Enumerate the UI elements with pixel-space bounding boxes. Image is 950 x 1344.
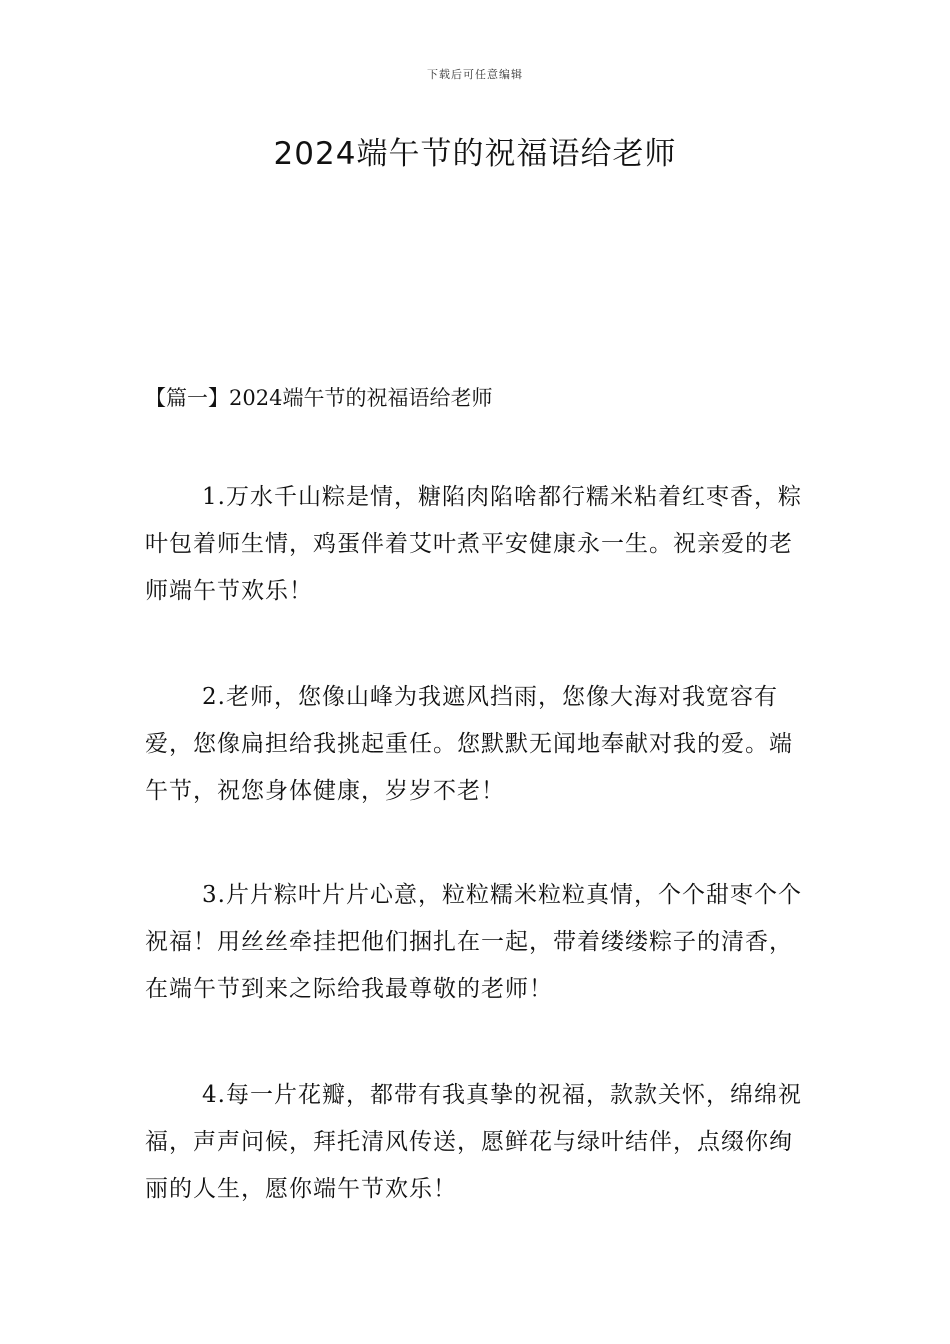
section-heading: 【篇一】2024端午节的祝福语给老师 (145, 386, 493, 410)
paragraph-4: 4.每一片花瓣，都带有我真挚的祝福，款款关怀，绵绵祝福，声声问候，拜托清风传送，愿鲜花与绿叶结伴，点缀你绚丽的人生，愿你端午节欢乐！ (145, 1082, 802, 1202)
document-title: 2024端午节的祝福语给老师 (273, 136, 677, 172)
paragraph-3: 3.片片粽叶片片心意，粒粒糯米粒粒真情，个个甜枣个个祝福！用丝丝牵挂把他们捆扎在一起，带着缕缕粽子的清香，在端午节到来之际给我最尊敬的老师！ (145, 882, 802, 1002)
header-note: 下载后可任意编辑 (427, 68, 523, 81)
paragraph-1: 1.万水千山粽是情，糖陷肉陷啥都行糯米粘着红枣香，粽叶包着师生情，鸡蛋伴着艾叶煮平安健康永一生。祝亲爱的老师端午节欢乐！ (145, 484, 802, 604)
paragraph-2: 2.老师，您像山峰为我遮风挡雨，您像大海对我宽容有爱，您像扁担给我挑起重任。您默默无闻地奉献对我的爱。端午节，祝您身体健康，岁岁不老！ (145, 684, 793, 804)
